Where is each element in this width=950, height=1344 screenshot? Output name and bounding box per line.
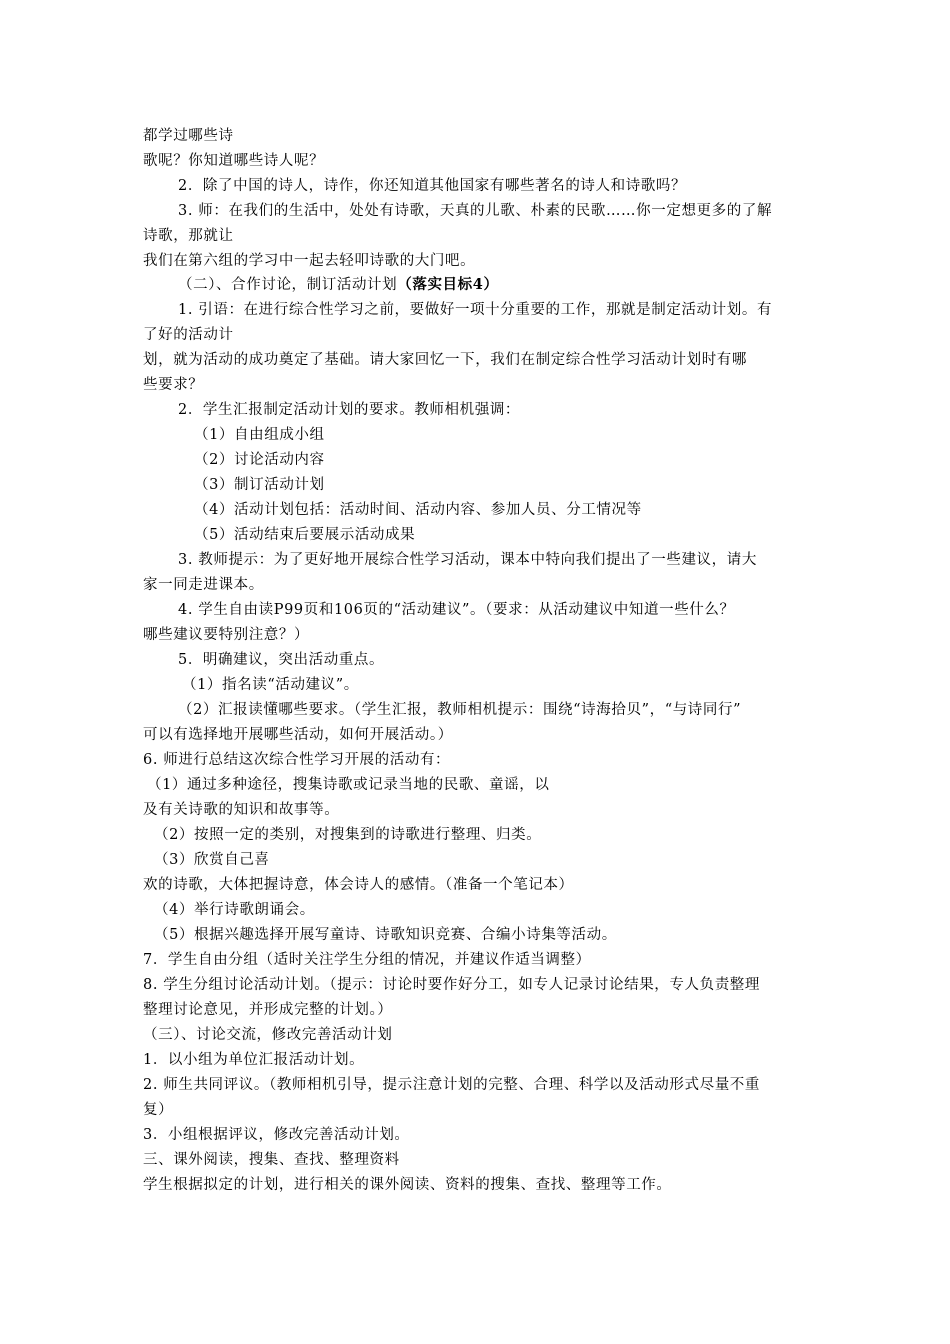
text-line: 整理讨论意见，并形成完整的计划。） bbox=[143, 1002, 393, 1018]
list-item: （3）制订活动计划 bbox=[194, 477, 325, 493]
text-line: 我们在第六组的学习中一起去轻叩诗歌的大门吧。 bbox=[143, 253, 476, 269]
list-item: （3）欣赏自己喜 bbox=[154, 852, 270, 868]
list-item: （1）指名读“活动建议”。 bbox=[182, 677, 359, 693]
list-item: （2）汇报读懂哪些要求。（学生汇报，教师相机提示：围绕“诗海拾贝”，“与诗同行” bbox=[178, 702, 742, 718]
text-line: 划，就为活动的成功奠定了基础。请大家回忆一下，我们在制定综合性学习活动计划时有哪 bbox=[143, 352, 747, 368]
text-line: 了好的活动计 bbox=[143, 327, 234, 343]
text-line: 些要求？ bbox=[143, 377, 204, 393]
text-line: 3．小组根据评议，修改完善活动计划。 bbox=[143, 1127, 410, 1143]
list-item: （4）活动计划包括：活动时间、活动内容、参加人员、分工情况等 bbox=[194, 502, 642, 518]
text-line: 学生根据拟定的计划，进行相关的课外阅读、资料的搜集、查找、整理等工作。 bbox=[143, 1177, 672, 1193]
list-item: （4）举行诗歌朗诵会。 bbox=[154, 902, 315, 918]
text-line: 1．以小组为单位汇报活动计划。 bbox=[143, 1052, 365, 1068]
text-line: 及有关诗歌的知识和故事等。 bbox=[143, 802, 340, 818]
section-heading-text: （二）、合作讨论，制订活动计划 bbox=[178, 277, 398, 293]
list-item: （2）按照一定的类别，对搜集到的诗歌进行整理、归类。 bbox=[154, 827, 542, 843]
text-line: 歌呢？你知道哪些诗人呢？ bbox=[143, 153, 325, 169]
text-line: 哪些建议要特别注意？） bbox=[143, 627, 310, 643]
text-line: 3. 教师提示：为了更好地开展综合性学习活动，课本中特向我们提出了一些建议，请大 bbox=[178, 552, 757, 568]
list-item: （2）讨论活动内容 bbox=[194, 452, 325, 468]
text-line: 2．学生汇报制定活动计划的要求。教师相机强调： bbox=[178, 402, 521, 418]
text-line: 6. 师进行总结这次综合性学习开展的活动有： bbox=[143, 752, 451, 768]
text-line: 7．学生自由分组（适时关注学生分组的情况，并建议作适当调整） bbox=[143, 952, 591, 968]
text-line: 3. 师：在我们的生活中，处处有诗歌，天真的儿歌、朴素的民歌……你一定想更多的了解 bbox=[178, 203, 773, 219]
text-line: 欢的诗歌，大体把握诗意，体会诗人的感情。（准备一个笔记本） bbox=[143, 877, 574, 893]
list-item: （5）根据兴趣选择开展写童诗、诗歌知识竞赛、合编小诗集等活动。 bbox=[154, 927, 617, 943]
text-line: 5．明确建议，突出活动重点。 bbox=[178, 652, 385, 668]
section-heading bbox=[178, 275, 848, 295]
list-item: （1）通过多种途径，搜集诗歌或记录当地的民歌、童谣，以 bbox=[147, 777, 550, 793]
text-line: 家一同走进课本。 bbox=[143, 577, 264, 593]
section-heading: （三）、讨论交流，修改完善活动计划 bbox=[143, 1027, 393, 1043]
text-line: 2．除了中国的诗人，诗作，你还知道其他国家有哪些著名的诗人和诗歌吗？ bbox=[178, 178, 687, 194]
text-line: 1. 引语：在进行综合性学习之前，要做好一项十分重要的工作，那就是制定活动计划。有 bbox=[178, 302, 773, 318]
text-line: 都学过哪些诗 bbox=[143, 128, 234, 144]
list-item: （1）自由组成小组 bbox=[194, 427, 325, 443]
text-line: 诗歌，那就让 bbox=[143, 228, 234, 244]
text-line: 可以有选择地开展哪些活动，如何开展活动。） bbox=[143, 727, 453, 743]
text-line: 4. 学生自由读P99页和106页的“活动建议”。（要求：从活动建议中知道一些什么？ bbox=[178, 602, 735, 618]
goal-note: （落实目标4） bbox=[397, 276, 499, 293]
section-heading: 三、课外阅读，搜集、查找、整理资料 bbox=[143, 1152, 400, 1168]
text-line: 8. 学生分组讨论活动计划。（提示：讨论时要作好分工，如专人记录讨论结果，专人负责整理 bbox=[143, 977, 760, 993]
text-line: 2. 师生共同评议。（教师相机引导，提示注意计划的完整、合理、科学以及活动形式尽量不重 bbox=[143, 1077, 760, 1093]
text-line: 复） bbox=[143, 1102, 174, 1118]
list-item: （5）活动结束后要展示活动成果 bbox=[194, 527, 416, 543]
